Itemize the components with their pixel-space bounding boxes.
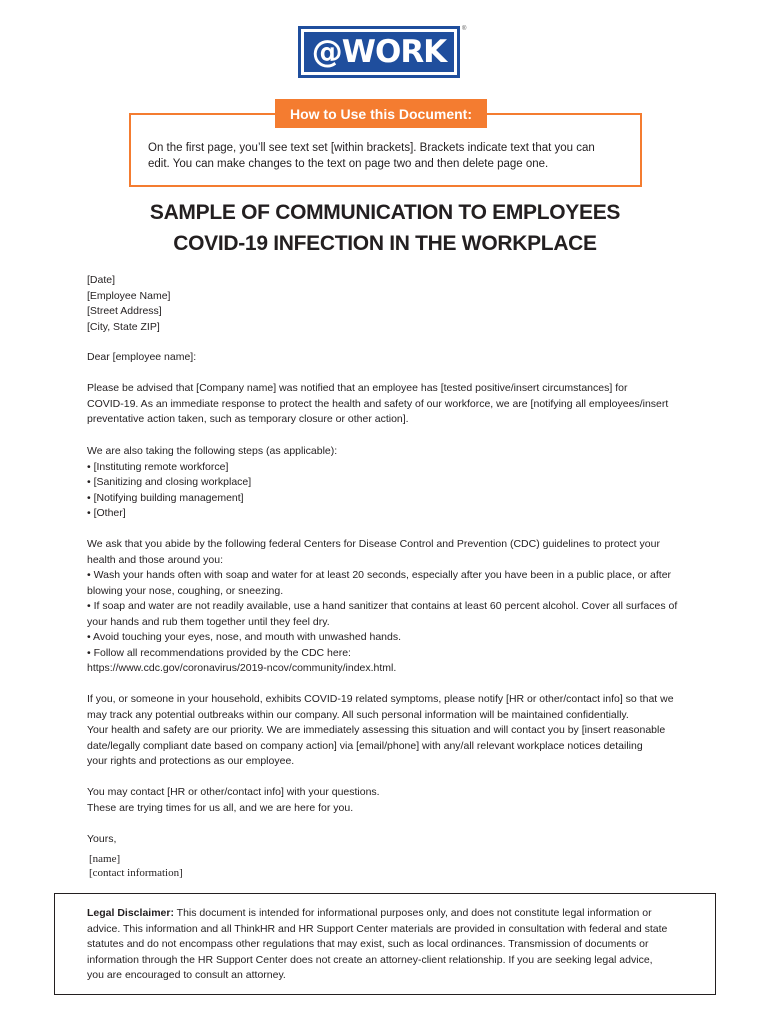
notification-paragraph: [87, 381, 687, 428]
list-item: • [Instituting remote workforce]: [87, 460, 229, 473]
contact-paragraph: [87, 785, 687, 816]
logo-badge: [304, 32, 454, 72]
paragraph-line: preventative action taken, such as temporary closure or other action].: [87, 413, 409, 425]
how-to-line: edit. You can make changes to the text on page two and then delete page one.: [148, 158, 549, 170]
address-employee-name: [Employee Name]: [87, 289, 171, 302]
list-item: • [Notifying building management]: [87, 491, 244, 504]
signature-name: [name]: [89, 853, 121, 865]
address-city-state-zip: [City, State ZIP]: [87, 320, 160, 333]
paragraph-line: your hands and rub them together until they feel dry.: [87, 615, 330, 628]
paragraph-line: health and those around you:: [87, 553, 224, 566]
paragraph-line: date/legally compliant date based on company action] via [email/phone] with any/all relevant workplace notices detailing: [87, 739, 643, 752]
address-block: [87, 273, 687, 335]
how-to-heading: How to Use this Document:: [275, 99, 487, 128]
signature-contact: [contact information]: [89, 867, 183, 879]
paragraph-line: blowing your nose, coughing, or sneezing.: [87, 584, 284, 597]
paragraph-line: may track any potential outbreaks within our company. All such personal information will be maintained confidentially.: [87, 708, 629, 721]
list-item: • Wash your hands often with soap and water for at least 20 seconds, especially after you have been in a public place, or after: [87, 569, 672, 581]
work-logo: [298, 26, 460, 78]
how-to-line: On the first page, you’ll see text set [within brackets]. Brackets indicate text that you can: [148, 142, 595, 154]
how-to-instructions: [148, 140, 618, 172]
salutation: [87, 350, 687, 366]
paragraph-line: COVID-19. As an immediate response to protect the health and safety of our workforce, we are [notifying all employees/insert: [87, 397, 669, 410]
trademark-mark: ®: [462, 26, 467, 32]
document-subtitle: COVID-19 INFECTION IN THE WORKPLACE: [173, 232, 597, 255]
paragraph-line: Please be advised that [Company name] was notified that an employee has [tested positive/insert circumstances] for: [87, 382, 628, 394]
address-street: [Street Address]: [87, 305, 162, 317]
paragraph-line: We ask that you abide by the following federal Centers for Disease Control and Prevention (CDC) guidelines to protect your: [87, 538, 660, 550]
paragraph-line: These are trying times for us all, and we are here for you.: [87, 801, 354, 814]
disclaimer-line: statutes and do not encompass other regulations that may exist, such as local ordinances. Transmission of documents or: [87, 938, 649, 950]
signature-block: [89, 852, 689, 880]
paragraph-line: You may contact [HR or other/contact info] with your questions.: [87, 786, 380, 798]
cdc-url: https://www.cdc.gov/coronavirus/2019-ncov/community/index.html.: [87, 662, 397, 674]
document-title: SAMPLE OF COMMUNICATION TO EMPLOYEES: [149, 201, 621, 224]
disclaimer-line: you are encouraged to consult an attorney.: [87, 969, 286, 981]
list-item: • [Other]: [87, 507, 126, 519]
steps-intro: We are also taking the following steps (as applicable):: [87, 445, 338, 457]
closing-text: Yours,: [87, 833, 117, 845]
address-date: [Date]: [87, 274, 116, 286]
logo-text: @WORK: [311, 33, 447, 70]
paragraph-line: your rights and protections as our employee.: [87, 755, 295, 767]
paragraph-line: If you, or someone in your household, exhibits COVID-19 related symptoms, please notify [HR or other/contact info] so that we: [87, 693, 674, 705]
list-item: • Follow all recommendations provided by the CDC here:: [87, 646, 351, 659]
paragraph-line: Your health and safety are our priority. We are immediately assessing this situation and will contact you by [insert reasonable: [87, 724, 666, 736]
list-item: • [Sanitizing and closing workplace]: [87, 476, 252, 488]
symptoms-paragraph: [87, 692, 687, 770]
salutation-text: Dear [employee name]:: [87, 351, 197, 363]
list-item: • If soap and water are not readily available, use a hand sanitizer that contains at least 60 percent alcohol. Cover all surfaces of: [87, 600, 678, 612]
list-item: • Avoid touching your eyes, nose, and mouth with unwashed hands.: [87, 631, 402, 643]
legal-disclaimer: [87, 906, 687, 984]
cdc-guidelines: [87, 537, 687, 677]
disclaimer-line: [87, 906, 687, 922]
disclaimer-text: This document is intended for informational purposes only, and does not constitute legal information or: [173, 907, 652, 919]
disclaimer-line: information through the HR Support Center does not create an attorney-client relationship. If you are seeking legal advice,: [87, 953, 653, 966]
closing: [87, 832, 687, 848]
steps-list: [87, 444, 687, 522]
disclaimer-label: Legal Disclaimer:: [87, 907, 174, 919]
disclaimer-line: advice. This information and all ThinkHR and HR Support Center materials are provided in consultation with federal and state: [87, 922, 668, 935]
